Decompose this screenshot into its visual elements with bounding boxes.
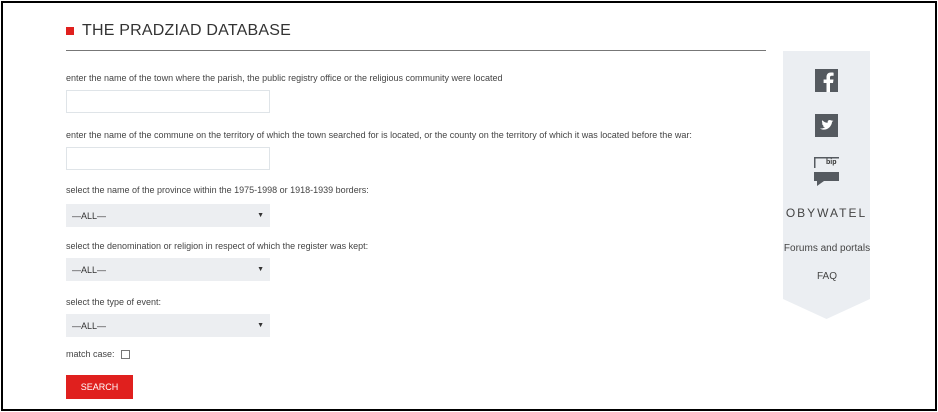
match-case-label: match case: [66,349,115,359]
forums-link[interactable]: Forums and portals [783,243,871,254]
page-title: THE PRADZIAD DATABASE [82,22,291,39]
commune-input[interactable] [66,147,270,170]
search-button[interactable]: SEARCH [66,375,133,399]
match-case-checkbox[interactable] [121,350,130,359]
town-input[interactable] [66,90,270,113]
denomination-select[interactable] [66,258,270,281]
chevron-down-icon: ▼ [257,322,264,329]
bip-label: bip [826,159,837,166]
twitter-icon[interactable] [815,114,838,142]
page-header [66,22,291,40]
denomination-label: select the denomination or religion in respect of which the register was kept: [66,241,369,251]
match-case [66,349,130,359]
town-label: enter the name of the town where the parish, the public registry office or the religious community were located [66,73,503,83]
event-select-value: —ALL— [72,320,107,331]
province-select[interactable] [66,204,270,227]
chevron-down-icon: ▼ [257,212,264,219]
province-select-value: —ALL— [72,210,107,221]
province-label: select the name of the province within the 1975-1998 or 1918-1939 borders: [66,185,369,195]
commune-label: enter the name of the commune on the territory of which the town searched for is located, or the county on the territory of which it was located before the war: [66,130,692,140]
bip-icon[interactable] [814,157,839,192]
faq-link[interactable]: FAQ [816,271,837,282]
obywatel-logo[interactable]: OBYWATEL [785,206,868,220]
chevron-down-icon: ▼ [257,266,264,273]
sidebar [783,51,870,319]
facebook-icon[interactable] [815,69,838,97]
denomination-select-value: —ALL— [72,264,107,275]
title-square-icon [66,27,74,35]
header-divider [66,50,766,51]
event-label: select the type of event: [66,297,162,307]
event-select[interactable] [66,314,270,337]
